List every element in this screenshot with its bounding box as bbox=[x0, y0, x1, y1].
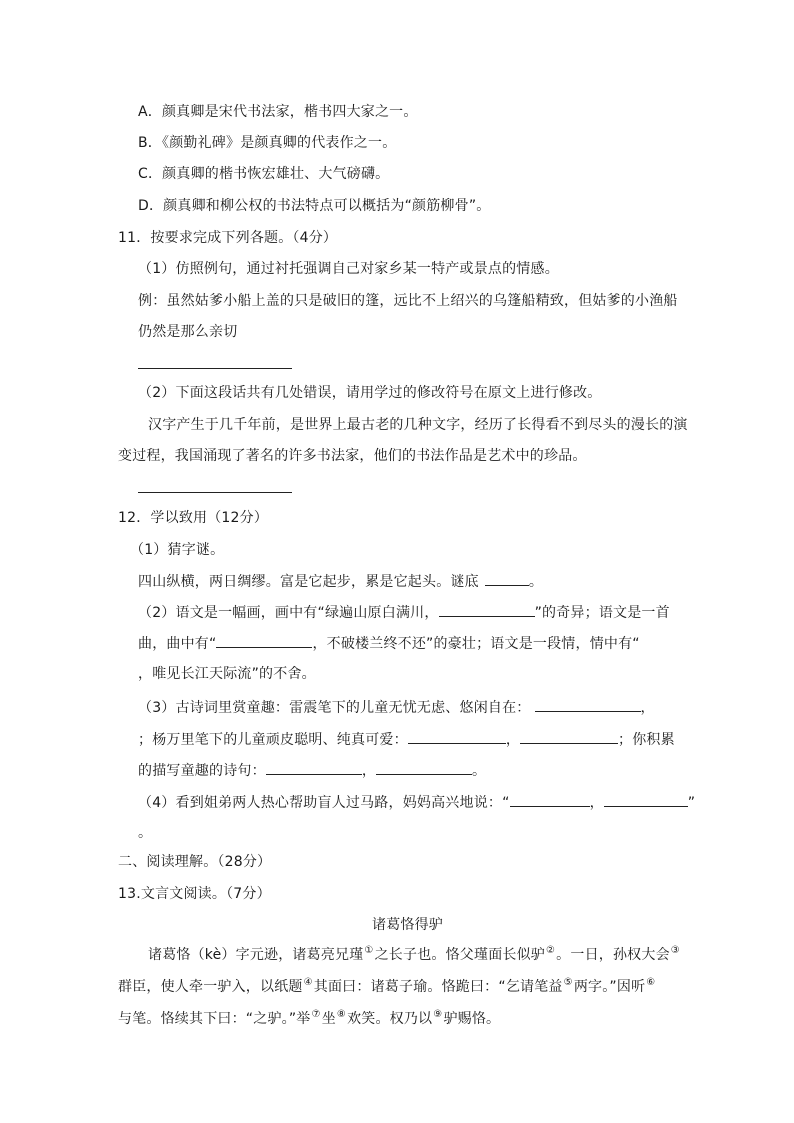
note-marker-4: ④ bbox=[303, 977, 313, 988]
l2c-text: 两字。”因听 bbox=[573, 979, 646, 995]
passage-line3 bbox=[118, 1009, 500, 1031]
p3e-text: ；你积累 bbox=[618, 732, 675, 748]
l3a-text: 与笔。恪续其下曰：“之驴。”举 bbox=[118, 1011, 311, 1027]
p4-blank-2[interactable] bbox=[604, 792, 688, 807]
p3-blank-3[interactable] bbox=[520, 729, 618, 744]
note-marker-2: ② bbox=[546, 945, 556, 956]
q11-part2: （2）下面这段话共有几处错误，请用学过的修改符号在原文上进行修改。 bbox=[138, 385, 602, 401]
q10-option-b: B．《颜勤礼碑》是颜真卿的代表作之一。 bbox=[138, 135, 397, 151]
l3d-text: 驴赐恪。 bbox=[443, 1011, 501, 1027]
p3-blank-2[interactable] bbox=[408, 729, 506, 744]
q12-riddle bbox=[138, 571, 543, 592]
l3b-text: 坐 bbox=[321, 1011, 336, 1027]
q11-paragraph-line2: 变过程，我国涌现了著名的许多书法家，他们的书法作品是艺术中的珍品。 bbox=[118, 448, 587, 464]
note-marker-9: ⑨ bbox=[433, 1009, 443, 1020]
p4b-text: ， bbox=[589, 795, 604, 811]
p2a-text: （2）语文是一幅画，画中有“绿遍山原白满川， bbox=[138, 605, 439, 621]
p3-blank-5[interactable] bbox=[376, 760, 472, 775]
q11-part1: （1）仿照例句，通过衬托强调自己对家乡某一特产或景点的情感。 bbox=[138, 261, 559, 277]
l1c-text: 。一日，孙权大会 bbox=[556, 947, 670, 963]
l2a-text: 群臣，使人牵一驴入，以纸题 bbox=[118, 979, 303, 995]
q12-part2-line3: ，唯见长江天际流”的不舍。 bbox=[138, 666, 316, 682]
passage-line1 bbox=[148, 945, 681, 967]
p4-blank-1[interactable] bbox=[510, 792, 590, 807]
riddle-text: 四山纵横，两日绸缪。富是它起步，累是它起头。谜底 bbox=[138, 574, 479, 590]
q11-answer-line-2[interactable] bbox=[138, 492, 292, 493]
q11-answer-line-1[interactable] bbox=[138, 368, 292, 369]
p3-blank-1[interactable] bbox=[535, 697, 641, 712]
q10-option-c: C．颜真卿的楷书恢宏雄壮、大气磅礴。 bbox=[138, 166, 390, 182]
l1a-text: 诸葛恪（kè）字元逊，诸葛亮兄瑾 bbox=[148, 947, 364, 963]
riddle-end: 。 bbox=[528, 574, 544, 590]
q12-part4-line1 bbox=[138, 792, 695, 813]
p3h-text: 。 bbox=[472, 763, 487, 779]
section-2-heading: 二、阅读理解。（28分） bbox=[118, 854, 272, 870]
p3b-text: ， bbox=[640, 700, 655, 716]
p4c-text: ” bbox=[687, 795, 696, 811]
q12-part2-line2 bbox=[138, 633, 640, 654]
q10-option-a: A．颜真卿是宋代书法家，楷书四大家之一。 bbox=[138, 104, 418, 120]
l1b-text: 之长子也。恪父瑾面长似驴 bbox=[374, 947, 545, 963]
p3g-text: ， bbox=[361, 763, 377, 779]
q11-heading: 11．按要求完成下列各题。（4分） bbox=[118, 230, 338, 246]
q12-part4-line2: 。 bbox=[138, 825, 153, 841]
note-marker-1: ① bbox=[364, 945, 374, 956]
passage-line2 bbox=[118, 977, 656, 999]
p2-blank-2[interactable] bbox=[216, 633, 312, 648]
q12-part3-line3 bbox=[138, 760, 486, 781]
note-marker-5: ⑤ bbox=[563, 977, 573, 988]
p2-blank-1[interactable] bbox=[439, 602, 535, 617]
note-marker-3: ③ bbox=[670, 945, 680, 956]
q13-heading: 13.文言文阅读。（7分） bbox=[118, 886, 271, 902]
passage-title: 诸葛恪得驴 bbox=[372, 917, 443, 933]
p2b-text: ”的奇异；语文是一首 bbox=[534, 605, 670, 621]
l3c-text: 欢笑。权乃以 bbox=[347, 1011, 433, 1027]
q11-example-line1: 例：虽然姑爹小船上盖的只是破旧的篷，远比不上绍兴的乌篷船精致，但姑爹的小渔船 bbox=[138, 293, 678, 309]
q12-heading: 12．学以致用（12分） bbox=[118, 510, 269, 526]
q12-part3-line1 bbox=[138, 697, 655, 718]
q11-paragraph-line1: 汉字产生于几千年前，是世界上最古老的几种文字，经历了长得看不到尽头的漫长的演 bbox=[148, 417, 688, 433]
p3c-text: ；杨万里笔下的儿童顽皮聪明、纯真可爱： bbox=[138, 732, 408, 748]
p3f-text: 的描写童趣的诗句： bbox=[138, 763, 266, 779]
q10-option-d: D．颜真卿和柳公权的书法特点可以概括为“颜筋柳骨”。 bbox=[138, 198, 491, 214]
q12-part1: （1）猜字谜。 bbox=[130, 542, 225, 558]
note-marker-8: ⑧ bbox=[336, 1009, 347, 1020]
p2c-text: 曲，曲中有“ bbox=[138, 636, 217, 652]
q12-part3-line2 bbox=[138, 729, 675, 750]
p3-blank-4[interactable] bbox=[266, 760, 362, 775]
p4a-text: （4）看到姐弟两人热心帮助盲人过马路，妈妈高兴地说：“ bbox=[138, 795, 510, 811]
p2d-text: ，不破楼兰终不还”的豪壮；语文是一段情，情中有“ bbox=[312, 636, 640, 652]
q12-part2-line1 bbox=[138, 602, 670, 623]
note-marker-6: ⑥ bbox=[646, 977, 656, 988]
note-marker-7: ⑦ bbox=[311, 1009, 321, 1020]
l2b-text: 其面曰：诸葛子瑜。恪跪曰：“乞请笔益 bbox=[313, 979, 563, 995]
q11-example-line2: 仍然是那么亲切 bbox=[138, 324, 238, 340]
p3d-text: ， bbox=[505, 732, 521, 748]
p3a-text: （3）古诗词里赏童趣：雷震笔下的儿童无忧无虑、悠闲自在： bbox=[138, 700, 531, 716]
riddle-answer-blank[interactable] bbox=[485, 571, 529, 586]
